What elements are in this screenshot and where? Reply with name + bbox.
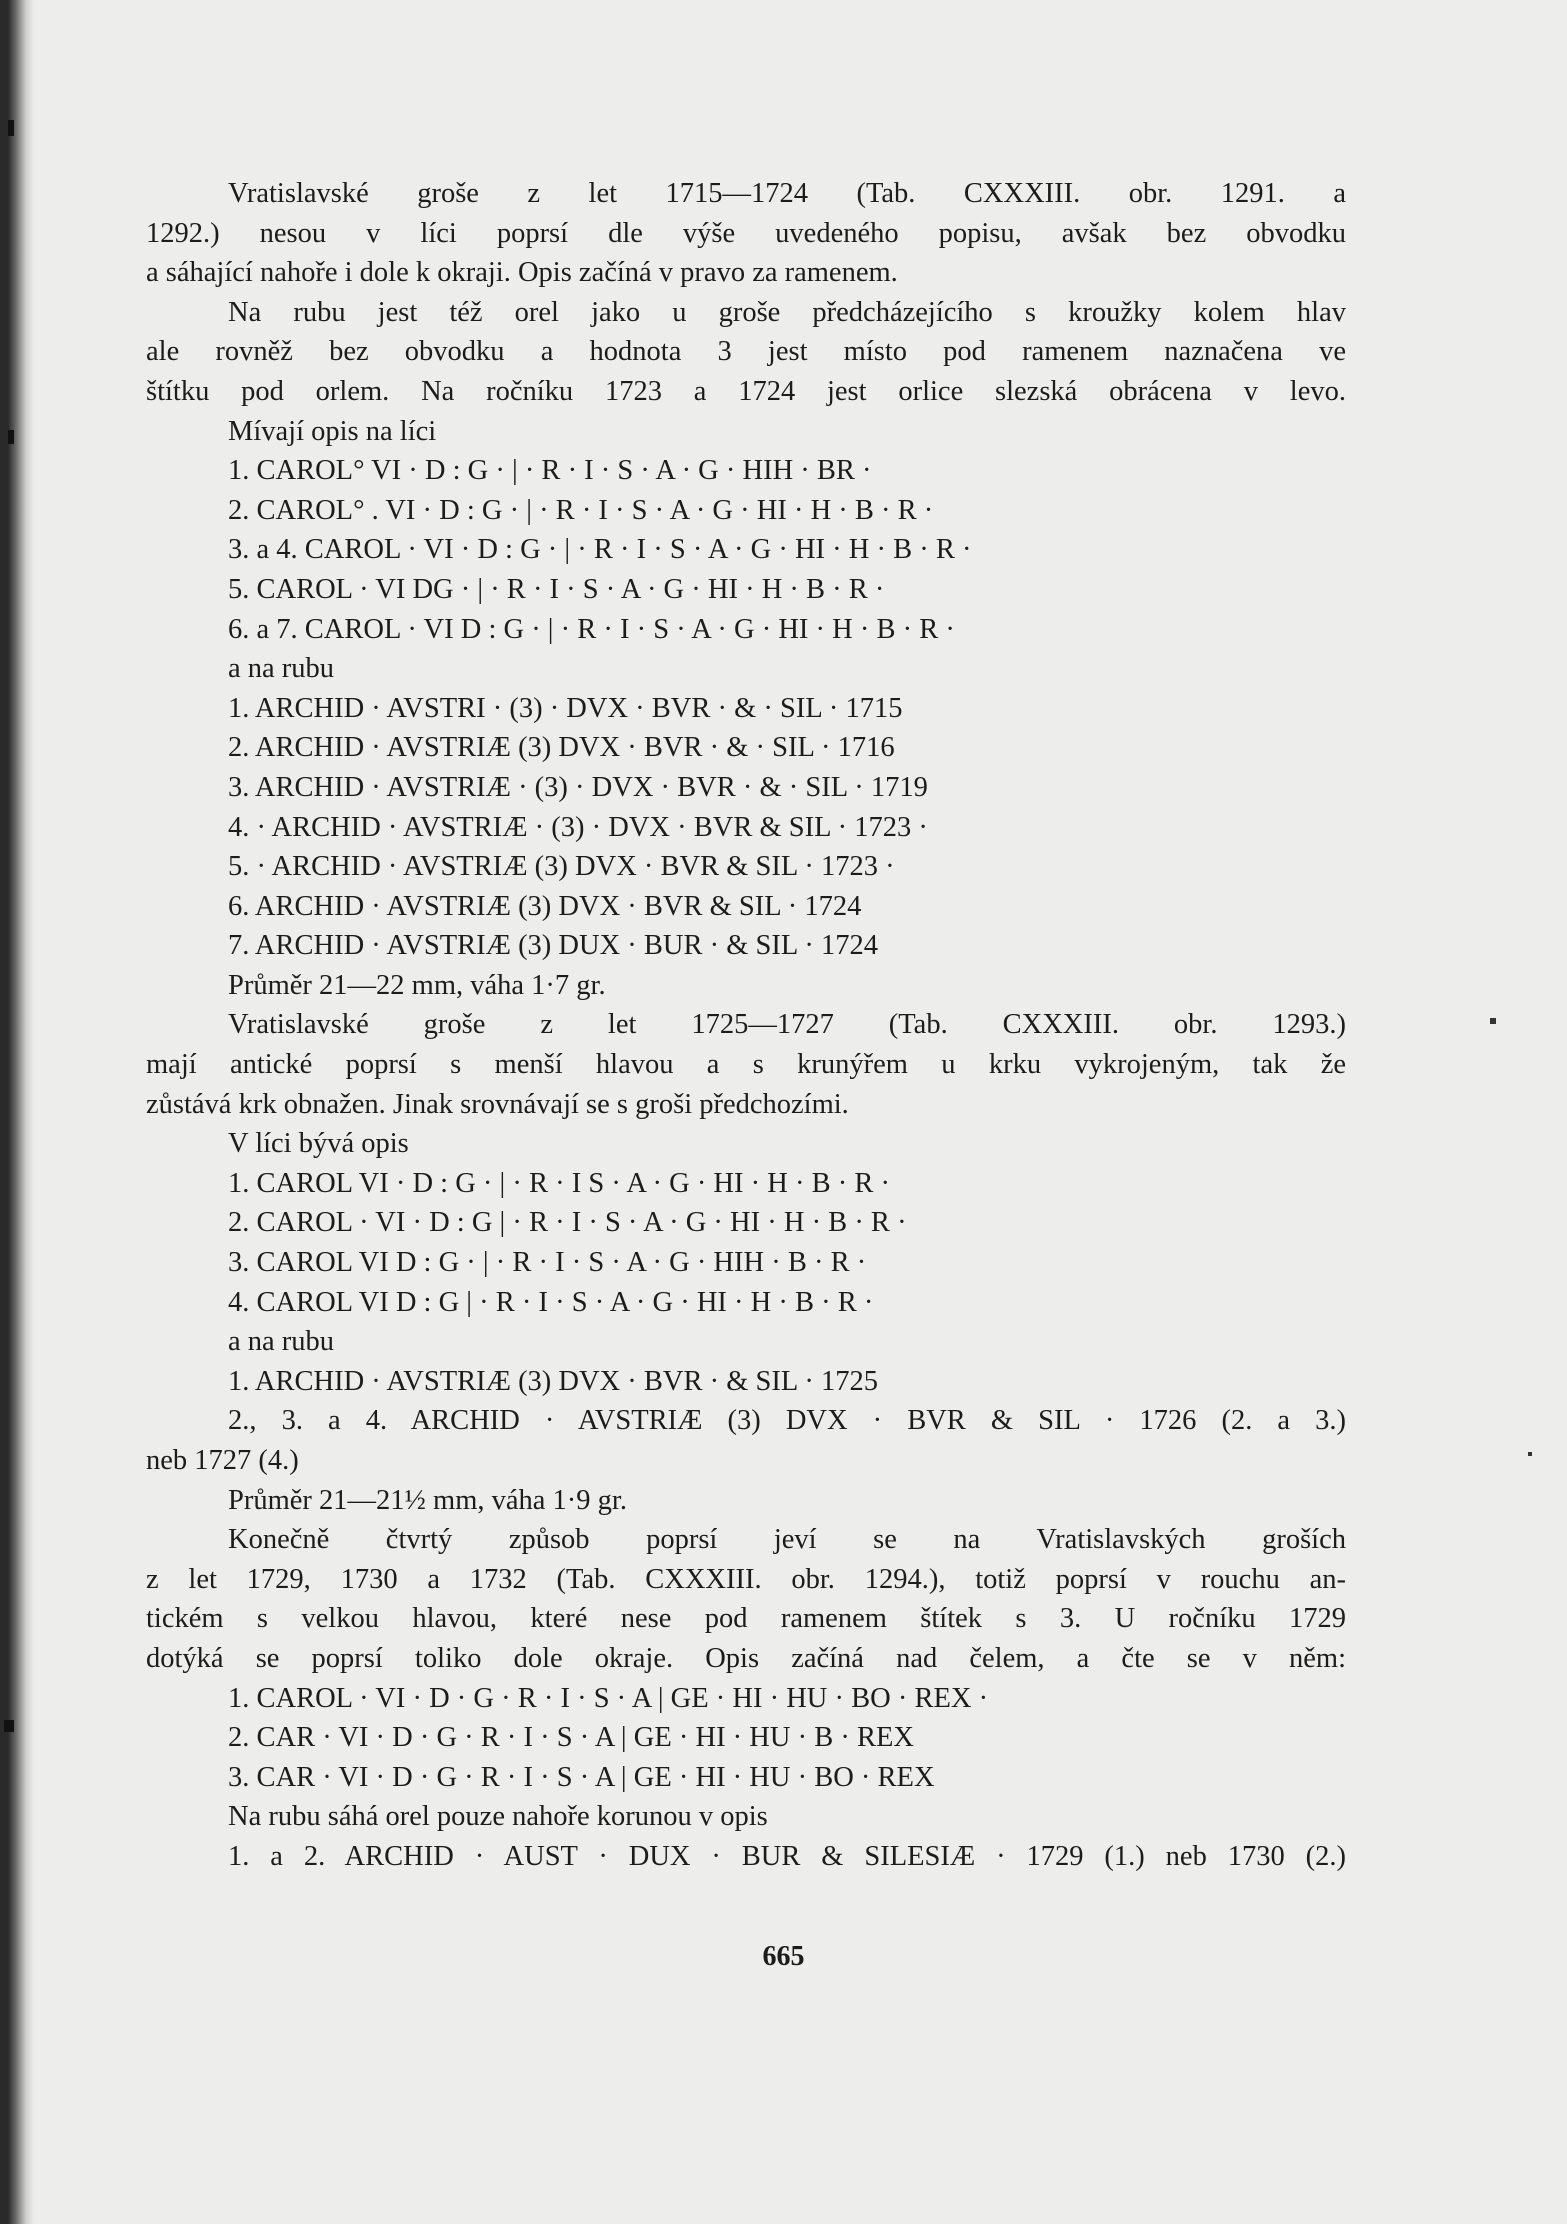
text-line: 3. CAR · VI · D · G · R · I · S · A | GE · HI · HU · BO · REX — [228, 1761, 935, 1793]
text-line: 6. a 7. CAROL · VI D : G · | · R · I · S · A · G · HI · H · B · R · — [228, 613, 955, 645]
text-line: zůstává krk obnažen. Jinak srovnávají se s groši předchozími. — [146, 1088, 849, 1120]
text-line: Vratislavské groše z let 1725—1727 (Tab. CXXXIII. obr. 1293.) — [228, 1009, 1346, 1041]
text-line: 1. CAROL° VI · D : G · | · R · I · S · A · G · HIH · BR · — [228, 455, 872, 487]
text-line: 4. · ARCHID · AVSTRIÆ · (3) · DVX · BVR & SIL · 1723 · — [228, 811, 928, 843]
text-line: Mívají opis na líci — [228, 415, 437, 447]
text-line: 3. CAROL VI D : G · | · R · I · S · A · G · HIH · B · R · — [228, 1247, 867, 1279]
text-line: 1. a 2. ARCHID · AUST · DUX · BUR & SILESIÆ · 1729 (1.) neb 1730 (2.) — [228, 1840, 1346, 1872]
speck — [1490, 1018, 1496, 1024]
edge-mark — [4, 1720, 14, 1732]
body-text — [146, 174, 1346, 1877]
text-line: 1. CAROL VI · D : G · | · R · I S · A · G · HI · H · B · R · — [228, 1167, 890, 1199]
text-line: 1. ARCHID · AVSTRI · (3) · DVX · BVR · & · SIL · 1715 — [228, 692, 903, 724]
text-line: štítku pod orlem. Na ročníku 1723 a 1724 jest orlice slezská obrácena v levo. — [146, 375, 1346, 407]
text-line: 4. CAROL VI D : G | · R · I · S · A · G · HI · H · B · R · — [228, 1286, 874, 1318]
text-line: dotýká se poprsí toliko dole okraje. Opis začíná nad čelem, a čte se v něm: — [146, 1642, 1346, 1674]
text-line: z let 1729, 1730 a 1732 (Tab. CXXXIII. obr. 1294.), totiž poprsí v rouchu an- — [146, 1563, 1346, 1595]
text-line: 5. · ARCHID · AVSTRIÆ (3) DVX · BVR & SIL · 1723 · — [228, 851, 895, 883]
text-line: 2. ARCHID · AVSTRIÆ (3) DVX · BVR · & · SIL · 1716 — [228, 732, 895, 764]
speck — [1528, 1452, 1532, 1456]
text-line: Průměr 21—22 mm, váha 1·7 gr. — [228, 969, 606, 1001]
text-line: 2. CAROL° . VI · D : G · | · R · I · S · A · G · HI · H · B · R · — [228, 494, 934, 526]
text-line: Vratislavské groše z let 1715—1724 (Tab. CXXXIII. obr. 1291. a — [228, 178, 1346, 209]
text-line: 2. CAROL · VI · D : G | · R · I · S · A · G · HI · H · B · R · — [228, 1207, 907, 1239]
text-line: neb 1727 (4.) — [146, 1445, 299, 1476]
text-line: 2. CAR · VI · D · G · R · I · S · A | GE · HI · HU · B · REX — [228, 1722, 914, 1754]
edge-mark — [8, 120, 14, 136]
text-line: 1. ARCHID · AVSTRIÆ (3) DVX · BVR · & SIL · 1725 — [228, 1365, 878, 1397]
scan-page-edge — [0, 0, 34, 2224]
text-line: 1292.) nesou v líci poprsí dle výše uvedeného popisu, avšak bez obvodku — [146, 217, 1346, 249]
text-line: Konečně čtvrtý způsob poprsí jeví se na Vratislavských groších — [228, 1524, 1346, 1556]
text-line: Průměr 21—21½ mm, váha 1·9 gr. — [228, 1484, 627, 1516]
page-number: 665 — [762, 1941, 805, 1972]
text-line: mají antické poprsí s menší hlavou a s krunýřem u krku vykrojeným, tak že — [146, 1049, 1346, 1081]
text-line: a na rubu — [228, 653, 335, 685]
text-line: 5. CAROL · VI DG · | · R · I · S · A · G · HI · H · B · R · — [228, 573, 885, 605]
text-line: a na rubu — [228, 1326, 335, 1358]
text-line: Na rubu sáhá orel pouze nahoře korunou v opis — [228, 1801, 768, 1833]
edge-mark — [8, 430, 14, 444]
text-line: 3. ARCHID · AVSTRIÆ · (3) · DVX · BVR · & · SIL · 1719 — [228, 771, 928, 803]
text-line: Na rubu jest též orel jako u groše předcházejícího s kroužky kolem hlav — [228, 296, 1346, 328]
text-line: 7. ARCHID · AVSTRIÆ (3) DUX · BUR · & SIL · 1724 — [228, 930, 878, 962]
text-line: 3. a 4. CAROL · VI · D : G · | · R · I · S · A · G · HI · H · B · R · — [228, 534, 972, 566]
text-line: 6. ARCHID · AVSTRIÆ (3) DVX · BVR & SIL · 1724 — [228, 890, 862, 922]
text-line: ale rovněž bez obvodku a hodnota 3 jest místo pod ramenem naznačena ve — [146, 336, 1346, 368]
text-line: 1. CAROL · VI · D · G · R · I · S · A | GE · HI · HU · BO · REX · — [228, 1682, 989, 1714]
text-line: V líci bývá opis — [228, 1128, 409, 1160]
text-line: a sáhající nahoře i dole k okraji. Opis začíná v pravo za ramenem. — [146, 257, 898, 289]
text-line: tickém s velkou hlavou, které nese pod ramenem štítek s 3. U ročníku 1729 — [146, 1603, 1346, 1635]
text-line: 2., 3. a 4. ARCHID · AVSTRIÆ (3) DVX · BVR & SIL · 1726 (2. a 3.) — [228, 1405, 1346, 1437]
